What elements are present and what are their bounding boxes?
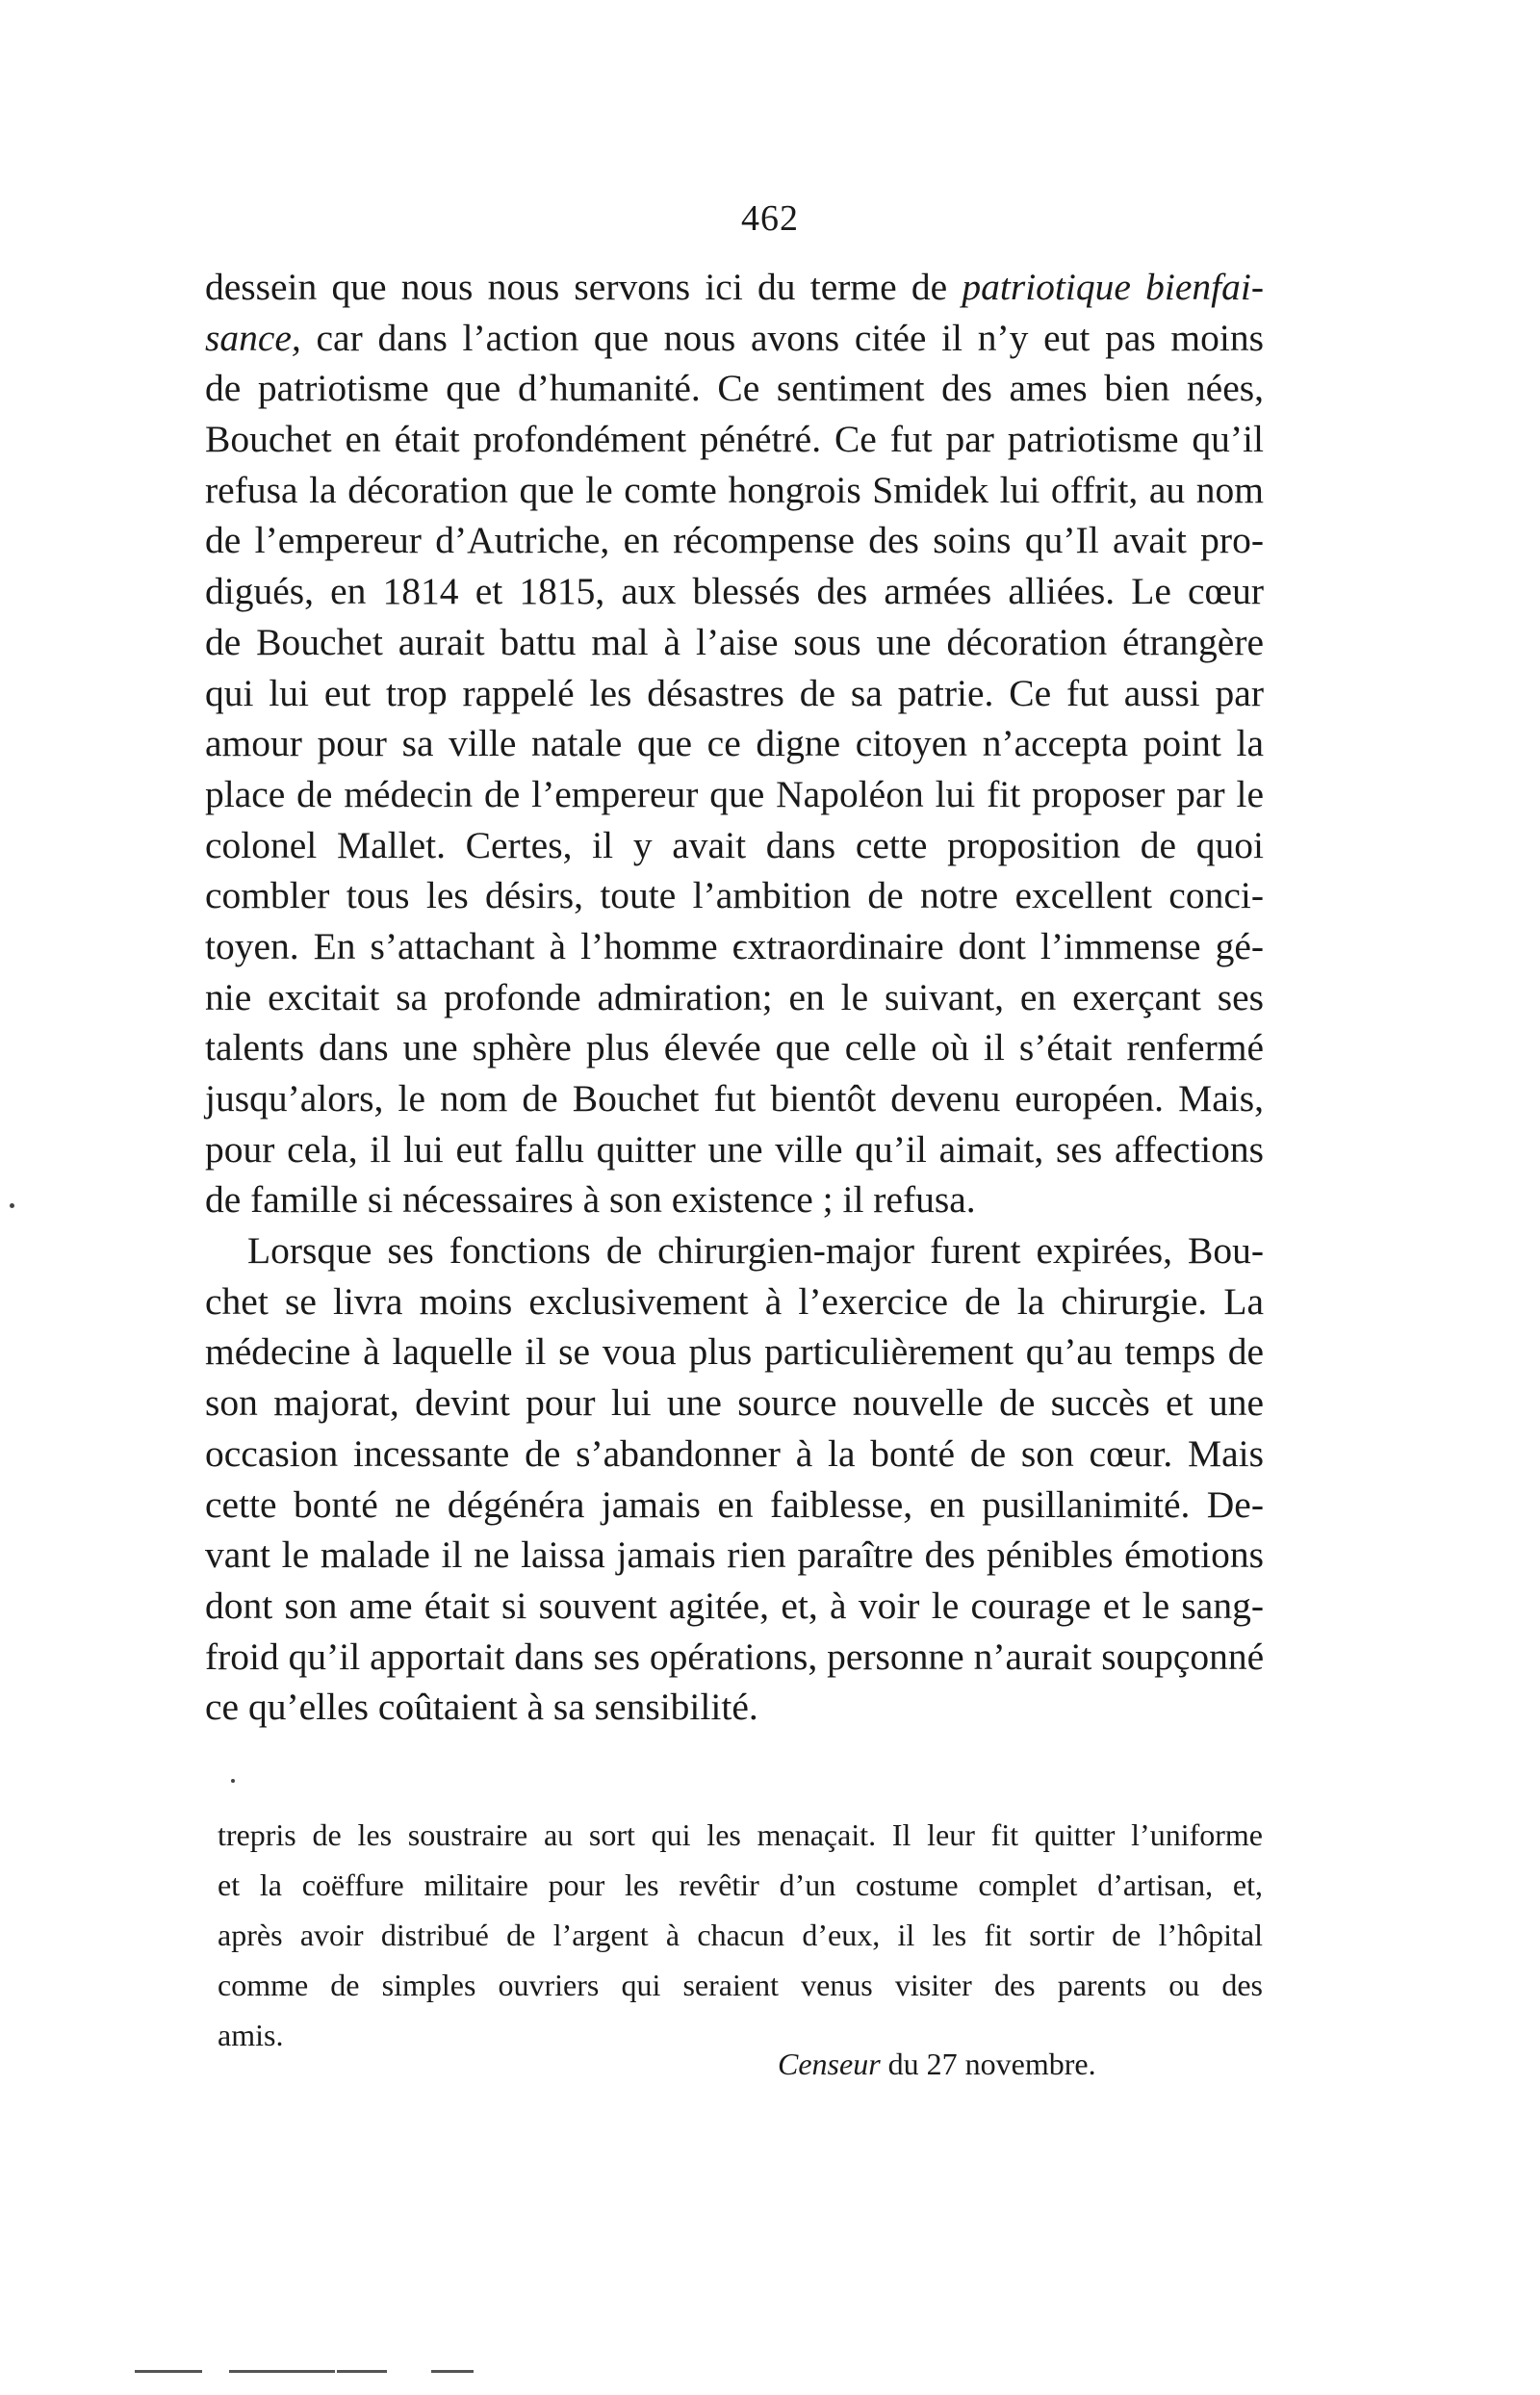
text-line: refusa la décoration que le comte hongrois Smidek lui offrit, au nom — [205, 468, 1264, 511]
text-line: colonel Mallet. Certes, il y avait dans cette proposition de quoi — [205, 823, 1264, 866]
text-line: jusqu’alors, le nom de Bouchet fut bientôt devenu européen. Mais, — [205, 1077, 1264, 1120]
emphasis: sance, — [205, 316, 301, 359]
text-line: de Bouchet aurait battu mal à l’aise sous une décoration étrangère — [205, 620, 1264, 663]
source-title: Censeur — [778, 2047, 881, 2081]
text-line: sance, car dans l’action que nous avons citée il n’y eut pas moins — [205, 316, 1264, 359]
scan-edge-mark — [229, 2370, 335, 2373]
text-line: dont son ame était si souvent agitée, et, à voir le courage et le sang- — [205, 1584, 1264, 1627]
main-text — [205, 262, 1264, 1733]
text-line: ce qu’elles coûtaient à sa sensibilité. — [205, 1686, 758, 1729]
footnote-line: trepris de les soustraire au sort qui les menaçait. Il leur fit quitter l’uniforme — [218, 1817, 1263, 1852]
scan-edge-mark — [337, 2370, 387, 2373]
text-line: de patriotisme que d’humanité. Ce sentiment des ames bien nées, — [205, 367, 1264, 410]
source-date: du 27 novembre. — [880, 2047, 1096, 2081]
text-line: Bouchet en était profondément pénétré. Ce fut par patriotisme qu’il — [205, 418, 1264, 461]
footnote-source — [778, 2047, 1096, 2082]
text-line: froid qu’il apportait dans ses opérations, personne n’aurait soupçonné — [205, 1635, 1265, 1678]
text-line: occasion incessante de s’abandonner à la bonté de son cœur. Mais — [205, 1431, 1264, 1475]
text-line: Lorsque ses fonctions de chirurgien-major furent expirées, Bou- — [247, 1229, 1264, 1273]
scan-edge-mark — [431, 2370, 474, 2373]
emphasis: patriotique bienfai- — [962, 266, 1264, 308]
text-line: dessein que nous nous servons ici du terme de patriotique bienfai- — [205, 266, 1264, 308]
text-line: qui lui eut trop rappelé les désastres de sa patrie. Ce fut aussi par — [205, 671, 1264, 714]
scan-edge-mark — [135, 2370, 202, 2373]
text-line: vant le malade il ne laissa jamais rien paraître des pénibles émotions — [205, 1533, 1264, 1577]
text-line: pour cela, il lui eut fallu quitter une ville qu’il aimait, ses affections — [205, 1127, 1264, 1171]
text-line: toyen. En s’attachant à l’homme ϵxtraordinaire dont l’immense gé- — [205, 924, 1264, 967]
text-line: digués, en 1814 et 1815, aux blessés des armées alliées. Le cœur — [205, 570, 1264, 613]
text-line: place de médecin de l’empereur que Napoléon lui fit proposer par le — [205, 772, 1264, 815]
text-line: amour pour sa ville natale que ce digne citoyen n’accepta point la — [205, 722, 1264, 765]
text-line: combler tous les désirs, toute l’ambition de notre excellent conci- — [205, 874, 1264, 917]
text-line: nie excitait sa profonde admiration; en le suivant, en exerçant ses — [205, 975, 1264, 1018]
scan-speck — [10, 1203, 14, 1208]
footnote-line: comme de simples ouvriers qui seraient venus visiter des parents ou des — [218, 1968, 1263, 2002]
text-line: chet se livra moins exclusivement à l’exercice de la chirurgie. La — [205, 1279, 1264, 1323]
text-line: son majorat, devint pour lui une source nouvelle de succès et une — [205, 1381, 1264, 1425]
text-line: cette bonté ne dégénéra jamais en faiblesse, en pusillanimité. De- — [205, 1482, 1264, 1526]
footnote-line: et la coëffure militaire pour les revêtir d’un costume complet d’artisan, et, — [218, 1867, 1263, 1902]
text-line: médecine à laquelle il se voua plus particulièrement qu’au temps de — [205, 1330, 1264, 1374]
page-number: 462 — [741, 198, 799, 239]
footnote-line: amis. — [218, 2018, 284, 2052]
footnote-line: après avoir distribué de l’argent à chacun d’eux, il les fit sortir de l’hôpital — [218, 1918, 1263, 1952]
text-line: de famille si nécessaires à son existence ; il refusa. — [205, 1178, 976, 1222]
scan-speck — [231, 1779, 235, 1783]
text-line: talents dans une sphère plus élevée que celle où il s’était renfermé — [205, 1026, 1264, 1069]
text-line: de l’empereur d’Autriche, en récompense des soins qu’Il avait pro- — [205, 519, 1264, 562]
footnote — [218, 1810, 1263, 2060]
